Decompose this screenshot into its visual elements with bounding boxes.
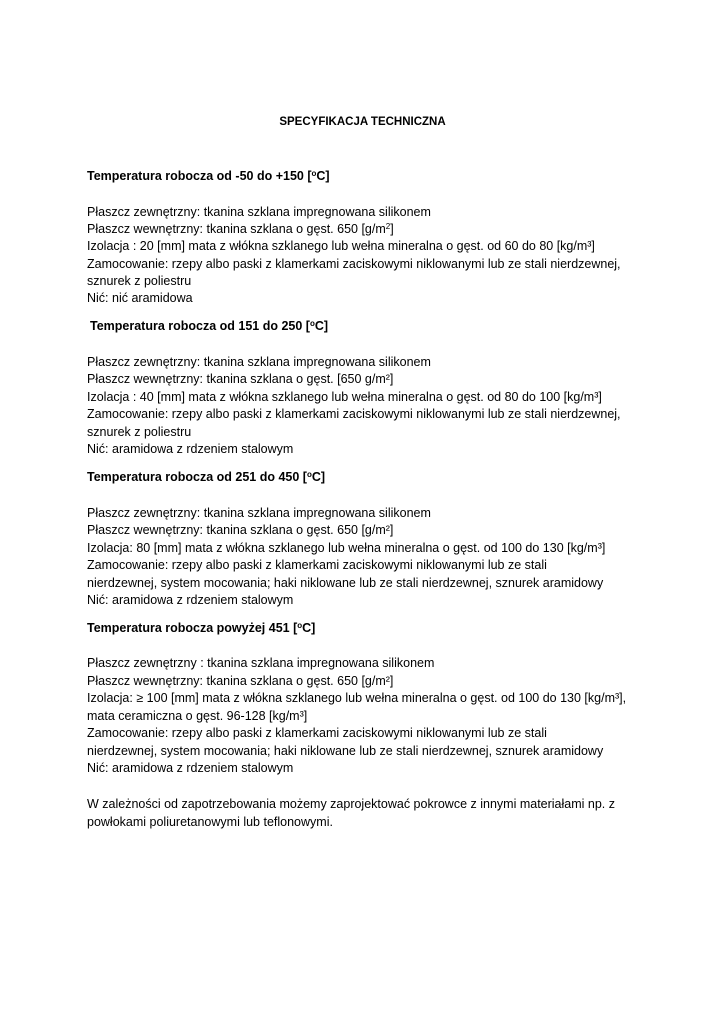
spec-line: Zamocowanie: rzepy albo paski z klamerkami zaciskowymi niklowanymi lub ze stali nierdzewnej, (87, 257, 621, 271)
spec-line: Zamocowanie: rzepy albo paski z klamerkami zaciskowymi niklowanymi lub ze stali nierdzewnej, (87, 407, 621, 421)
closing-paragraph-line: powłokami poliuretanowymi lub teflonowymi. (87, 815, 333, 829)
section-heading-3: Temperatura robocza od 251 do 450 [$^o$C] (87, 470, 326, 484)
spec-line: mata ceramiczna o gęst. 96-128 [kg/m³] (87, 709, 308, 723)
spec-line: Płaszcz zewnętrzny : tkanina szklana impregnowana silikonem (87, 656, 435, 670)
spec-line: Izolacja: ≥ 100 [mm] mata z włókna szklanego lub wełna mineralna o gęst. od 100 do 130 [kg/m³], (87, 691, 627, 705)
spec-line: Płaszcz zewnętrzny: tkanina szklana impregnowana silikonem (87, 355, 431, 369)
spec-line: Nić: aramidowa z rdzeniem stalowym (87, 442, 294, 456)
section-heading-1: Temperatura robocza od -50 do +150 [$^o$C] (87, 169, 330, 183)
spec-line: Izolacja : 40 [mm] mata z włókna szklanego lub wełna mineralna o gęst. od 80 do 100 [kg/m³] (87, 390, 602, 404)
spec-line: Płaszcz zewnętrzny: tkanina szklana impregnowana silikonem (87, 506, 431, 520)
spec-line: Izolacja: 80 [mm] mata z włókna szklanego lub wełna mineralna o gęst. od 100 do 130 [kg/m³] (87, 541, 606, 555)
closing-paragraph-line: W zależności od zapotrzebowania możemy zaprojektować pokrowce z innymi materiałami np. z (87, 797, 615, 811)
section-heading-4: Temperatura robocza powyżej 451 [$^o$C] (87, 621, 316, 635)
spec-line: Płaszcz wewnętrzny: tkanina szklana o gęst. 650 [g/m²] (87, 523, 394, 537)
spec-line: nierdzewnej, system mocowania; haki niklowane lub ze stali nierdzewnej, sznurek aramidowy (87, 576, 604, 590)
section-heading-2: Temperatura robocza od 151 do 250 [$^o$C] (90, 319, 329, 333)
spec-line: Nić: aramidowa z rdzeniem stalowym (87, 761, 294, 775)
spec-line: sznurek z poliestru (87, 274, 192, 288)
spec-line: Nić: aramidowa z rdzeniem stalowym (87, 593, 294, 607)
spec-line: Izolacja : 20 [mm] mata z włókna szklanego lub wełna mineralna o gęst. od 60 do 80 [kg/m³] (87, 239, 595, 253)
spec-line: Płaszcz wewnętrzny: tkanina szklana o gęst. [650 g/m²] (87, 372, 394, 386)
document-title: SPECYFIKACJA TECHNICZNA (279, 116, 446, 128)
spec-line: Płaszcz wewnętrzny: tkanina szklana o gęst. 650 [g/m²] (87, 674, 394, 688)
spec-line: sznurek z poliestru (87, 425, 192, 439)
spec-line: Nić: nić aramidowa (87, 291, 193, 305)
spec-line: Zamocowanie: rzepy albo paski z klamerkami zaciskowymi niklowanymi lub ze stali (87, 558, 547, 572)
spec-line: Płaszcz zewnętrzny: tkanina szklana impregnowana silikonem (87, 205, 431, 219)
spec-line: Zamocowanie: rzepy albo paski z klamerkami zaciskowymi niklowanymi lub ze stali (87, 726, 547, 740)
spec-line: Płaszcz wewnętrzny: tkanina szklana o gęst. 650 $[g/m^2]$ (87, 222, 394, 236)
spec-line: nierdzewnej, system mocowania; haki niklowane lub ze stali nierdzewnej, sznurek aramidowy (87, 744, 604, 758)
